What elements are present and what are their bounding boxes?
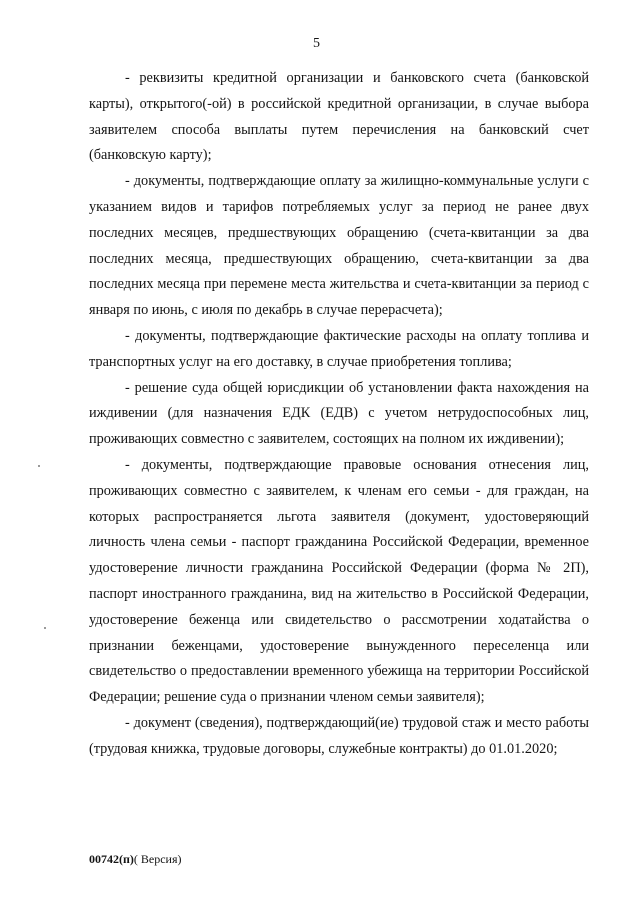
footer-version: ( Версия)	[133, 852, 182, 866]
paragraph-fuel-expenses: - документы, подтверждающие фактические расходы на оплату топлива и транспортных услуг на его доставку, в случае приобретения топлива;	[89, 327, 589, 370]
paragraph-family-documents: - документы, подтверждающие правовые основания отнесения лиц, проживающих совместно с заявителем, к членам его семьи - для граждан, на которых распространяется льгота заявителя (документ, удостоверяющий личность члена семьи - паспорт гражданина Российской Федерации, временное удостоверение личности гражданина Российской Федерации (форма № 2П), паспорт иностранного гражданина, вид на жительство в Российской Федерации, удостоверение беженца или свидетельство о рассмотрении ходатайства о признании беженцами, удостоверение вынужденного переселенца или свидетельство о предоставлении временного убежища на территории Российской Федерации; решение суда о признании членом семьи заявителя);	[89, 456, 589, 706]
footer-document-code	[89, 852, 182, 867]
scan-artifact-mark	[44, 627, 46, 629]
paragraph-work-experience: - документ (сведения), подтверждающий(ие) трудовой стаж и место работы (трудовая книжка, трудовые договоры, служебные контракты) до 01.01.2020;	[89, 714, 589, 757]
page-number: 5	[313, 36, 320, 51]
footer-code-number: 00742(п)	[89, 852, 134, 866]
paragraph-utility-payments: - документы, подтверждающие оплату за жилищно-коммунальные услуги с указанием видов и тарифов потребляемых услуг за период не ранее двух последних месяцев, предшествующих обращению (счета-квитанции за два последних месяца, предшествующих обращению, счета-квитанции за два последних месяца при перемене места жительства и счета-квитанции за период с января по июнь, с июля по декабрь в случае перерасчета);	[89, 173, 589, 319]
paragraph-bank-details: - реквизиты кредитной организации и банковского счета (банковской карты), открытого(-ой) в российской кредитной организации, в случае выбора заявителем способа выплаты путем перечисления на банковский счет (банковскую карту);	[89, 70, 589, 164]
paragraph-court-decision: - решение суда общей юрисдикции об установлении факта нахождения на иждивении (для назначения ЕДК (ЕДВ) с учетом нетрудоспособных лиц, проживающих совместно с заявителем, состоящих на полном их иждивении);	[89, 379, 589, 448]
body-text	[89, 66, 589, 763]
scan-artifact-mark	[38, 465, 40, 467]
